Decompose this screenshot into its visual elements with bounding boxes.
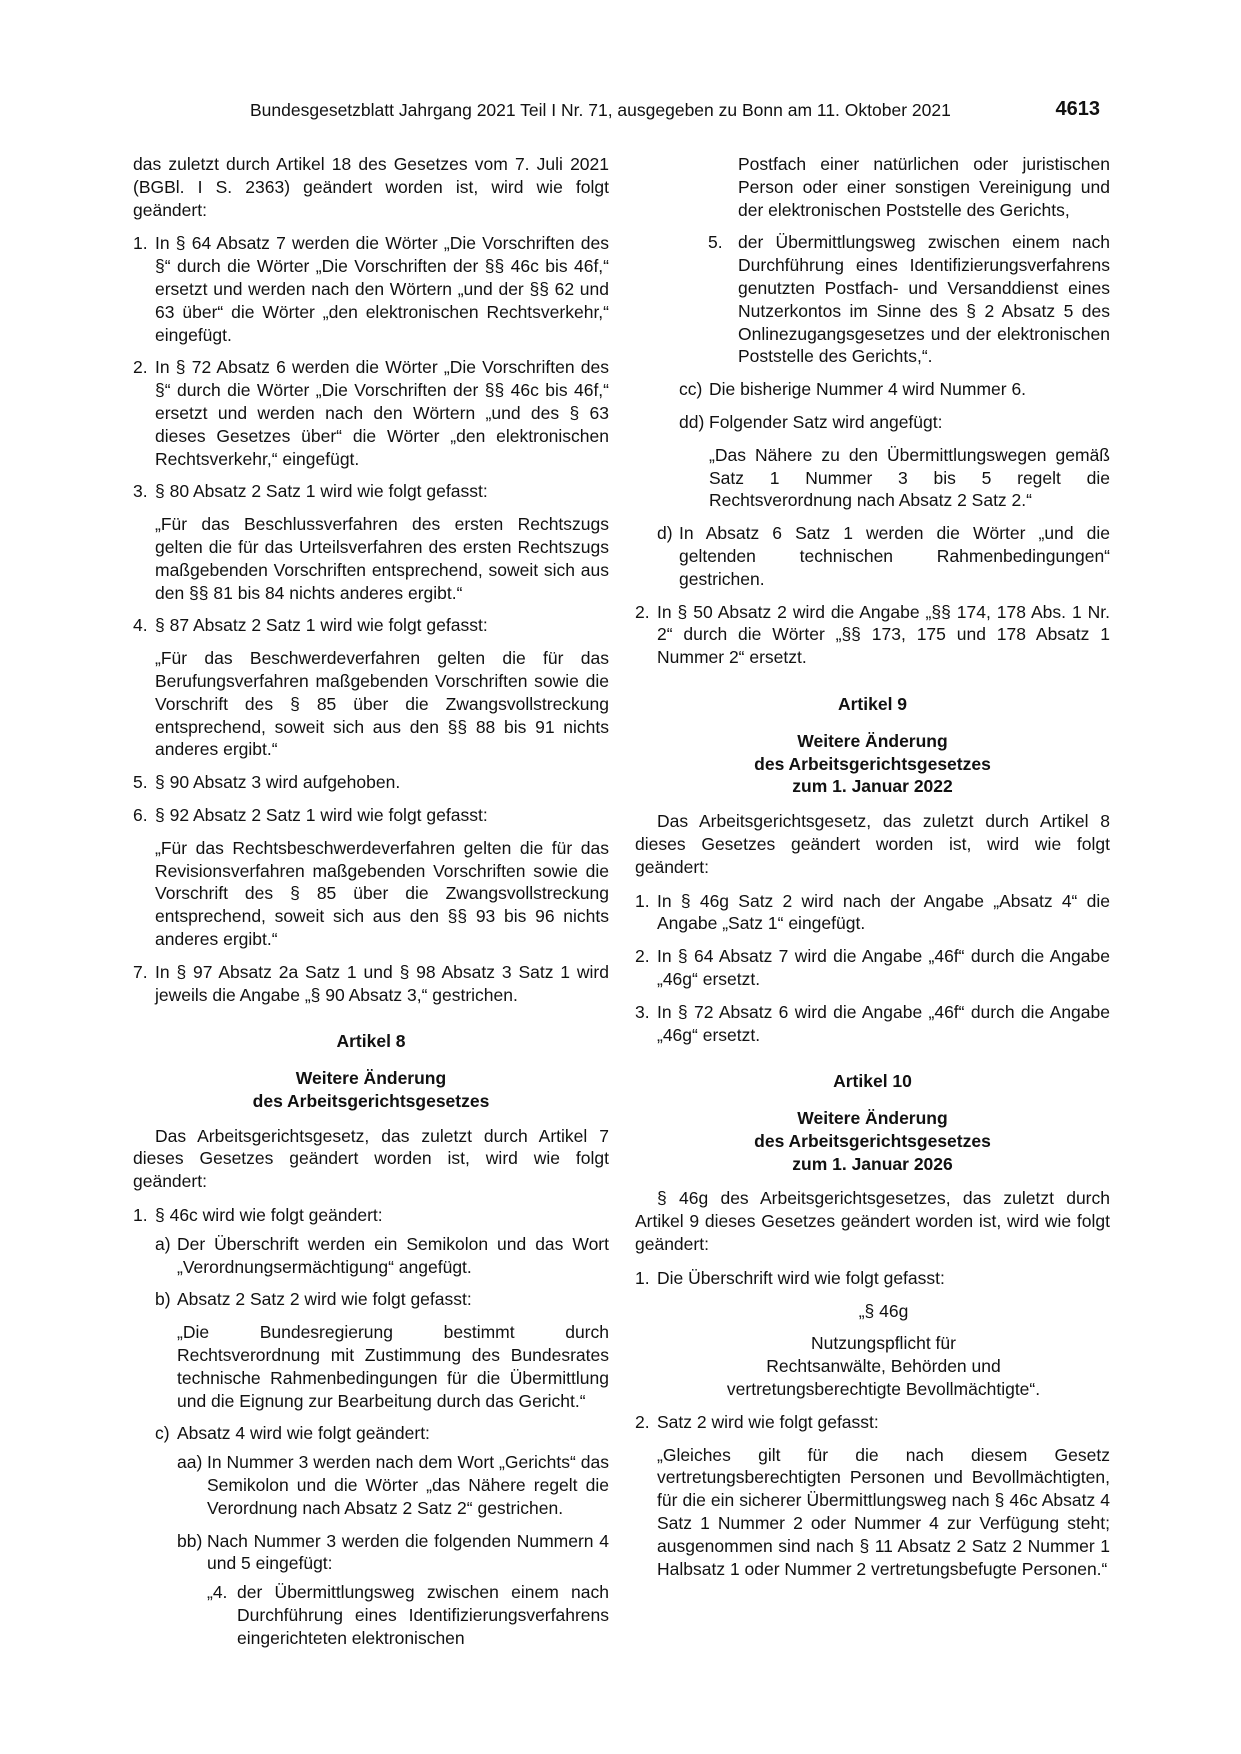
list-item: 1. Die Überschrift wird wie folgt gefasst: (635, 1267, 1110, 1290)
quote-text: „Gleiches gilt für die nach diesem Gesetz vertretungsberechtigten Personen und Bevollmächtigten, für die ein sicherer Übermittlungsweg nach § 46c Absatz 4 Satz 1 Nummer 2 oder Nummer 4 zur Verfügung steht; ausgenommen sind nach § 11 Absatz 2 Satz 2 Nummer 1 Halbsatz 1 oder Nummer 2 vertretungsbefugte Personen.“ (657, 1444, 1110, 1579)
list-item: 2. In § 50 Absatz 2 wird die Angabe „§§ 174, 178 Abs. 1 Nr. 2“ durch die Wörter „§§ 173, 175 und 178 Absatz 1 Nummer 2“ ersetzt. (635, 601, 1110, 668)
item-text: In § 72 Absatz 6 werden die Wörter „Die Vorschriften des §“ durch die Wörter „Die Vorschriften der §§ 46c bis 46f,“ ersetzt und werden nach den Wörtern „und des § 63 dieses Gesetzes über“ die Wörter „den elektronischen Rechtsverkehr,“ eingefügt. (155, 357, 609, 469)
list-item (133, 961, 609, 1007)
item-text: In § 46g Satz 2 wird nach der Angabe „Absatz 4“ die Angabe „Satz 1“ eingefügt. (657, 890, 1110, 934)
item-text: In § 50 Absatz 2 wird die Angabe „§§ 174, 178 Abs. 1 Nr. 2“ durch die Wörter „§§ 173, 175 und 178 Absatz 1 Nummer 2“ ersetzt. (657, 601, 1110, 668)
sub-sub-item-text: Folgender Satz wird angefügt: (709, 411, 943, 432)
heading-line: zum 1. Januar 2022 (792, 776, 953, 797)
list-item (635, 1001, 1110, 1047)
item-text: In § 97 Absatz 2a Satz 1 und § 98 Absatz 3 Satz 1 wird jeweils die Angabe „§ 90 Absatz 3,“ gestrichen. (155, 961, 609, 1005)
heading-line: zum 1. Januar 2026 (792, 1153, 953, 1174)
section-title-paragraph: „§ 46g (858, 1300, 909, 1321)
list-item (133, 480, 609, 604)
item-text: § 87 Absatz 2 Satz 1 wird wie folgt gefasst: (155, 615, 488, 636)
page-header (250, 100, 1100, 124)
section-title-line: vertretungsberechtigte Bevollmächtigte“. (726, 1379, 1041, 1400)
quote-text: „Für das Beschlussverfahren des ersten Rechtszugs gelten die für das Urteilsverfahren des ersten Rechtszugs maßgebenden Vorschriften entsprechend, soweit sich aus den §§ 81 bis 84 nichts anderes ergibt.“ (155, 514, 609, 603)
inserted-number-4-continued: Postfach einer natürlichen oder juristischen Person oder einer sonstigen Vereinigung und der elektronischen Poststelle des Gerichts, (738, 154, 1110, 220)
list-item (133, 356, 609, 470)
article-intro: § 46g des Arbeitsgerichtsgesetzes, das zuletzt durch Artikel 9 dieses Gesetzes geändert worden ist, wird wie folgt geändert: (635, 1188, 1110, 1255)
item-number: 1. (133, 233, 148, 254)
heading-line: des Arbeitsgerichtsgesetzes (754, 753, 991, 774)
quote-text: „Die Bundesregierung bestimmt durch Rechtsverordnung mit Zustimmung des Bundesrates technische Rahmenbedingungen für die Übermittlung und die Eignung zur Bearbeitung durch das Gericht.“ (177, 1322, 609, 1411)
sub-item-d: d) In Absatz 6 Satz 1 werden die Wörter „und die geltenden technischen Rahmenbedingungen“ gestrichen. (657, 523, 1110, 589)
article-label: Artikel 9 (837, 693, 908, 714)
item-number: 3. (133, 481, 148, 502)
item-number: 3. (635, 1001, 650, 1022)
list-item (635, 945, 1110, 991)
inserted-number-label: 5. (708, 232, 723, 253)
sub-sub-item-text: Nach Nummer 3 werden die folgenden Nummern 4 und 5 eingefügt: (207, 1530, 609, 1574)
right-column (635, 153, 1110, 1590)
list-item: 2. Satz 2 wird wie folgt gefasst: „Gleiches gilt für die nach diesem Gesetz vertretungsberechtigten Personen und Bevollmächtigten, für die ein sicherer Übermittlungsweg nach § 46c Absatz 4 Satz 1 Nummer 2 oder Nummer 4 zur Verfügung steht; ausgenommen sind nach § 11 Absatz 2 Satz 2 Nummer 1 Halbsatz 1 oder Nummer 2 vertretungsbefugte Personen.“ (635, 1411, 1110, 1579)
quote-text: „Für das Beschwerdeverfahren gelten die für das Berufungsverfahren maßgebenden Vorschriften sowie die Vorschrift des § 85 über die Zwangsvollstreckung entsprechend, soweit sich aus den §§ 88 bis 91 nichts anderes ergibt.“ (155, 648, 609, 760)
running-title: Bundesgesetzblatt Jahrgang 2021 Teil I Nr. 71, ausgegeben zu Bonn am 11. Oktober 2021 (250, 100, 951, 120)
left-column (133, 153, 609, 1660)
inserted-number-text: der Übermittlungsweg zwischen einem nach Durchführung eines Identifizierungsverfahrens eingerichteten elektronischen (237, 1582, 609, 1648)
item-number: 5. (133, 772, 148, 793)
sub-item-c: c) Absatz 4 wird wie folgt geändert: (155, 1422, 609, 1445)
item-number: 6. (133, 804, 148, 825)
sub-sub-item-text: Die bisherige Nummer 4 wird Nummer 6. (709, 379, 1027, 400)
sub-item-text: In Absatz 6 Satz 1 werden die Wörter „und die geltenden technischen Rahmenbedingungen“ gestrichen. (679, 523, 1110, 589)
list-item (635, 890, 1110, 936)
sub-sub-list (177, 1451, 609, 1649)
section-title-line: Rechtsanwälte, Behörden und (766, 1356, 1001, 1377)
heading-line: Weitere Änderung (797, 730, 948, 751)
article-heading (133, 1067, 609, 1113)
item-text: § 92 Absatz 2 Satz 1 wird wie folgt gefasst: (155, 804, 488, 825)
page-number: 4613 (1055, 98, 1100, 120)
article-heading (635, 1107, 1110, 1175)
item-text: Die Überschrift wird wie folgt gefasst: (657, 1267, 945, 1288)
item-text: Satz 2 wird wie folgt gefasst: (657, 1411, 879, 1432)
sub-item-text: Der Überschrift werden ein Semikolon und das Wort „Verordnungsermächtigung“ angefügt. (177, 1233, 609, 1277)
quote-text: „Das Nähere zu den Übermittlungswegen gemäß Satz 1 Nummer 3 bis 5 regelt die Rechtsverordnung nach Absatz 2 Satz 2.“ (709, 444, 1110, 511)
item-text: § 80 Absatz 2 Satz 1 wird wie folgt gefasst: (155, 481, 488, 502)
item-text: In § 64 Absatz 7 werden die Wörter „Die Vorschriften des §“ durch die Wörter „Die Vorschriften der §§ 46c bis 46f,“ ersetzt und werden nach den Wörtern „und der §§ 62 und 63 über“ die Wörter „den elektronischen Rechtsverkehr,“ eingefügt. (155, 233, 609, 345)
inserted-number-label: „4. (207, 1582, 228, 1603)
heading-line: des Arbeitsgerichtsgesetzes (754, 1130, 991, 1151)
intro-paragraph: das zuletzt durch Artikel 18 des Gesetzes vom 7. Juli 2021 (BGBl. I S. 2363) geändert worden ist, wird wie folgt geändert: (133, 154, 609, 220)
article-intro: Das Arbeitsgerichtsgesetz, das zuletzt durch Artikel 8 dieses Gesetzes geändert worden ist, wird wie folgt geändert: (635, 811, 1110, 877)
sub-sub-item-bb: bb) Nach Nummer 3 werden die folgenden Nummern 4 und 5 eingefügt: (177, 1530, 609, 1574)
list-item (133, 614, 609, 761)
sub-list (155, 1233, 609, 1650)
inserted-number-4 (207, 1581, 609, 1649)
inserted-number-text: der Übermittlungsweg zwischen einem nach Durchführung eines Identifizierungsverfahrens genutzten Postfach- und Versanddienst eines Nutzerkontos im Sinne des § 2 Absatz 5 des Onlinezugangsgesetzes und der elektronischen Poststelle des Gerichts,“. (738, 232, 1110, 367)
item-number: 7. (133, 961, 148, 982)
item-text: In § 64 Absatz 7 wird die Angabe „46f“ durch die Angabe „46g“ ersetzt. (657, 946, 1110, 989)
sub-item-a: a) Der Überschrift werden ein Semikolon und das Wort „Verordnungsermächtigung“ angefügt. (155, 1233, 609, 1277)
item-number: 4. (133, 615, 148, 636)
list-item: 1. § 46c wird wie folgt geändert: (133, 1204, 609, 1227)
heading-line: des Arbeitsgerichtsgesetzes (252, 1090, 490, 1111)
sub-sub-item-dd: dd) Folgender Satz wird angefügt: „Das Nähere zu den Übermittlungswegen gemäß Satz 1 Nummer 3 bis 5 regelt die Rechtsverordnung nach Absatz 2 Satz 2.“ (679, 411, 1110, 511)
sub-sub-item-aa: aa) In Nummer 3 werden nach dem Wort „Gerichts“ das Semikolon und die Wörter „das Nähere regelt die Verordnung nach Absatz 2 Satz 2“ gestrichen. (177, 1452, 609, 1518)
item-text: In § 72 Absatz 6 wird die Angabe „46f“ durch die Angabe „46g“ ersetzt. (657, 1001, 1110, 1045)
sub-item-b: b) Absatz 2 Satz 2 wird wie folgt gefasst: „Die Bundesregierung bestimmt durch Rechtsverordnung mit Zustimmung des Bundesrates technische Rahmenbedingungen für die Übermittlung und die Eignung zur Bearbeitung durch das Gericht.“ (155, 1289, 609, 1411)
section-title-line: Nutzungspflicht für (811, 1333, 956, 1354)
article-heading (635, 730, 1110, 798)
list-item (133, 771, 609, 794)
item-number: 1. (635, 890, 650, 911)
article-label: Artikel 8 (336, 1031, 406, 1052)
list-item (133, 232, 609, 346)
heading-line: Weitere Änderung (797, 1108, 948, 1129)
sub-sub-item-cc: cc) Die bisherige Nummer 4 wird Nummer 6. (679, 378, 1110, 401)
item-text: § 46c wird wie folgt geändert: (155, 1205, 383, 1226)
item-text: § 90 Absatz 3 wird aufgehoben. (155, 772, 401, 793)
article-label: Artikel 10 (833, 1071, 912, 1092)
quote-text: „Für das Rechtsbeschwerdeverfahren gelten die für das Revisionsverfahren maßgebenden Vorschriften sowie die Vorschrift des § 85 über die Zwangsvollstreckung entsprechend, soweit sich aus den §§ 93 bis 96 nichts anderes ergibt.“ (155, 837, 609, 949)
article-intro: Das Arbeitsgerichtsgesetz, das zuletzt durch Artikel 7 dieses Gesetzes geändert worden ist, wird wie folgt geändert: (133, 1125, 609, 1192)
sub-item-text: Absatz 4 wird wie folgt geändert: (177, 1423, 430, 1444)
sub-item-text: Absatz 2 Satz 2 wird wie folgt gefasst: (177, 1289, 472, 1310)
item-number: 2. (133, 357, 148, 378)
sub-sub-item-text: In Nummer 3 werden nach dem Wort „Gerichts“ das Semikolon und die Wörter „das Nähere regelt die Verordnung nach Absatz 2 Satz 2“ gestrichen. (207, 1452, 609, 1518)
heading-line: Weitere Änderung (295, 1068, 447, 1089)
section-title (657, 1332, 1110, 1400)
inserted-number-5 (708, 231, 1110, 368)
list-item (133, 804, 609, 951)
item-number: 2. (635, 946, 650, 967)
